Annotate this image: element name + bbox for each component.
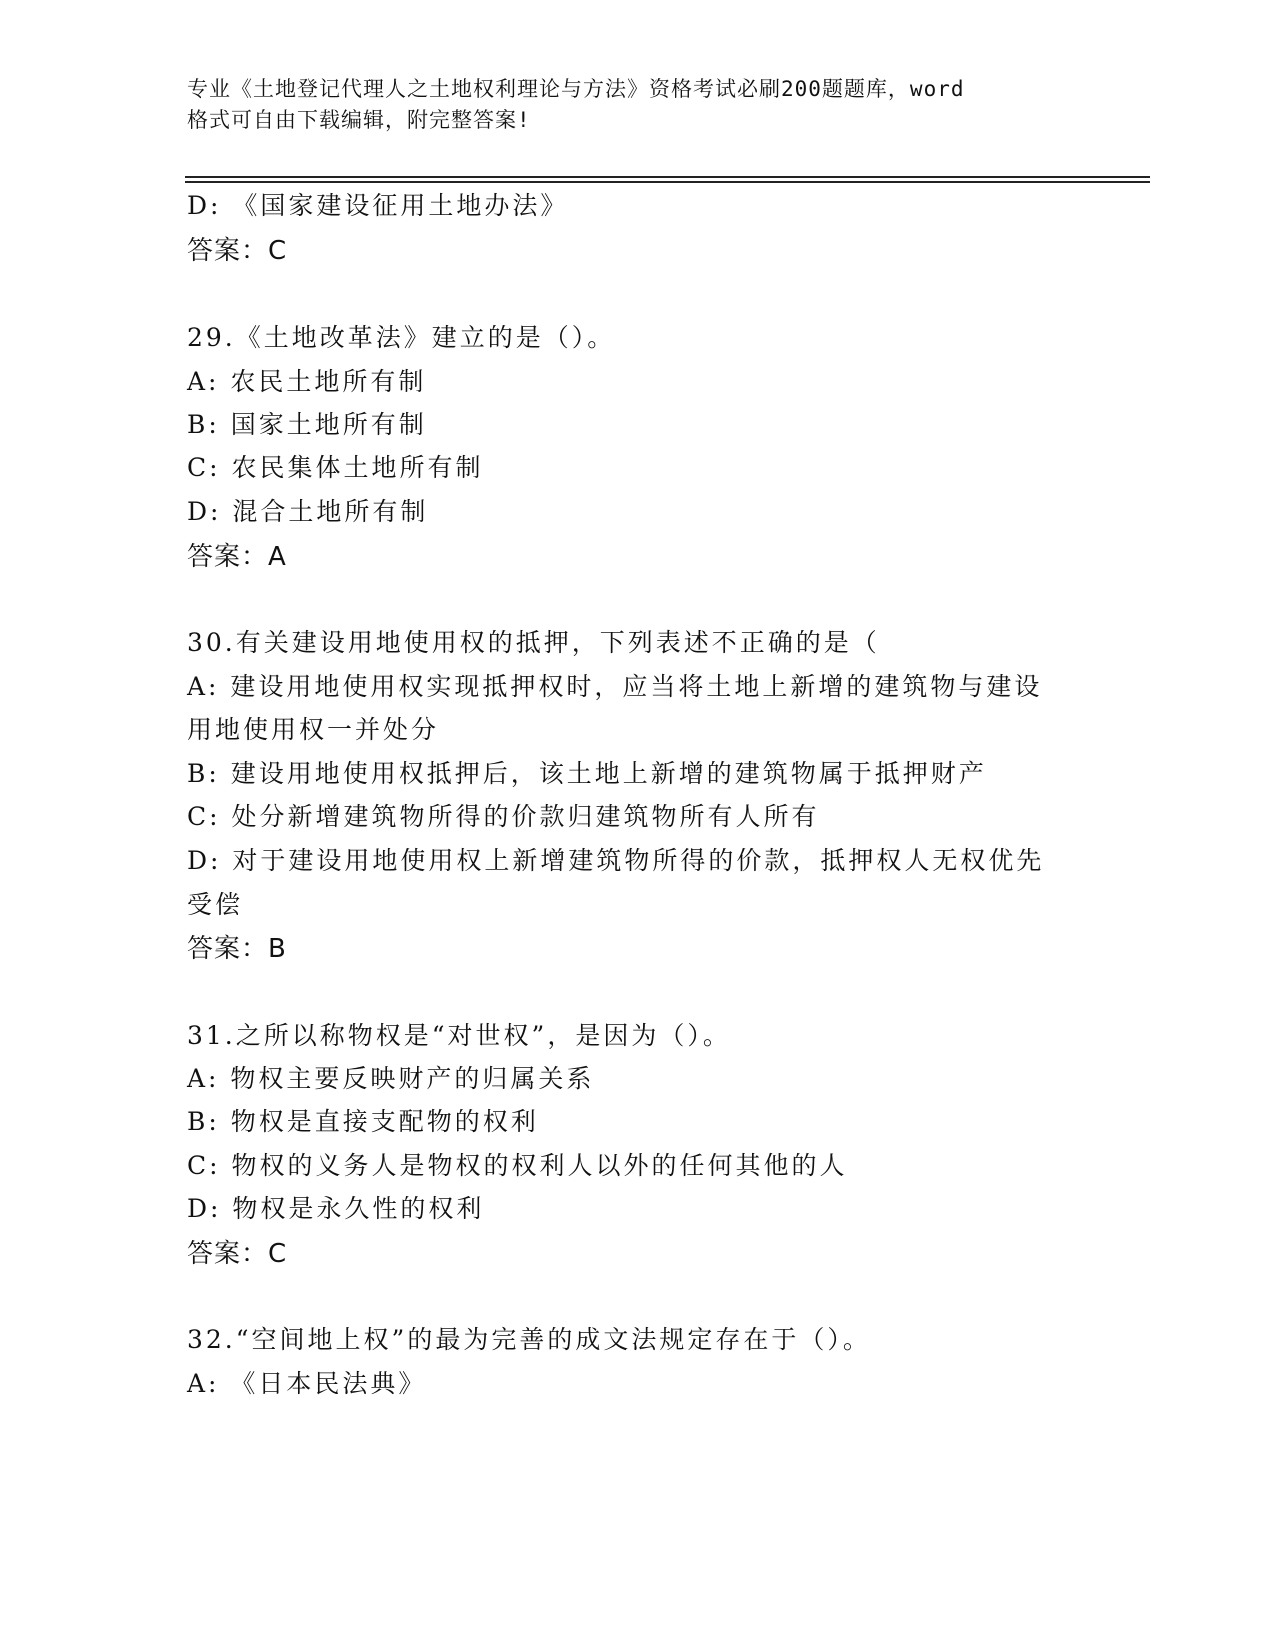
question-30-option-c: C: 处分新增建筑物所得的价款归建筑物所有人所有 <box>187 802 820 831</box>
prev-option-d: D: 《国家建设征用土地办法》 <box>187 191 569 220</box>
question-32-option-a: A: 《日本民法典》 <box>187 1369 427 1398</box>
prev-answer: 答案：C <box>187 236 288 266</box>
header-line-1: 专业《土地登记代理人之土地权利理论与方法》资格考试必刷200题题库，word <box>187 77 965 101</box>
document-header <box>187 74 1067 136</box>
header-divider-top <box>185 176 1150 178</box>
question-30-option-a-line-1: A: 建设用地使用权实现抵押权时，应当将土地上新增的建筑物与建设 <box>187 672 1043 701</box>
question-29-option-b: B: 国家土地所有制 <box>187 410 427 439</box>
question-31-option-b: B: 物权是直接支配物的权利 <box>187 1107 539 1136</box>
question-30-option-d-line-1: D: 对于建设用地使用权上新增建筑物所得的价款，抵押权人无权优先 <box>187 846 1045 875</box>
question-29-option-a: A: 农民土地所有制 <box>187 367 427 396</box>
question-31-answer: 答案：C <box>187 1239 288 1269</box>
question-30-option-b: B: 建设用地使用权抵押后，该土地上新增的建筑物属于抵押财产 <box>187 759 987 788</box>
header-divider-bottom <box>185 181 1150 183</box>
question-30-stem: 30.有关建设用地使用权的抵押，下列表述不正确的是（ <box>187 628 880 657</box>
question-29-option-d: D: 混合土地所有制 <box>187 497 429 526</box>
question-30-option-d-line-2: 受偿 <box>187 890 244 919</box>
question-29-option-c: C: 农民集体土地所有制 <box>187 453 484 482</box>
question-31-stem: 31.之所以称物权是“对世权”，是因为（）。 <box>187 1021 731 1050</box>
question-31-option-d: D: 物权是永久性的权利 <box>187 1194 485 1223</box>
header-line-2: 格式可自由下载编辑，附完整答案! <box>187 108 531 132</box>
question-30-answer: 答案：B <box>187 934 287 964</box>
question-32-stem: 32.“空间地上权”的最为完善的成文法规定存在于（）。 <box>187 1325 871 1354</box>
question-31-option-c: C: 物权的义务人是物权的权利人以外的任何其他的人 <box>187 1151 848 1180</box>
question-30-option-a-line-2: 用地使用权一并处分 <box>187 715 440 744</box>
question-29-stem: 29.《土地改革法》建立的是（）。 <box>187 323 616 352</box>
question-31-option-a: A: 物权主要反映财产的归属关系 <box>187 1064 595 1093</box>
question-29-answer: 答案：A <box>187 542 287 572</box>
